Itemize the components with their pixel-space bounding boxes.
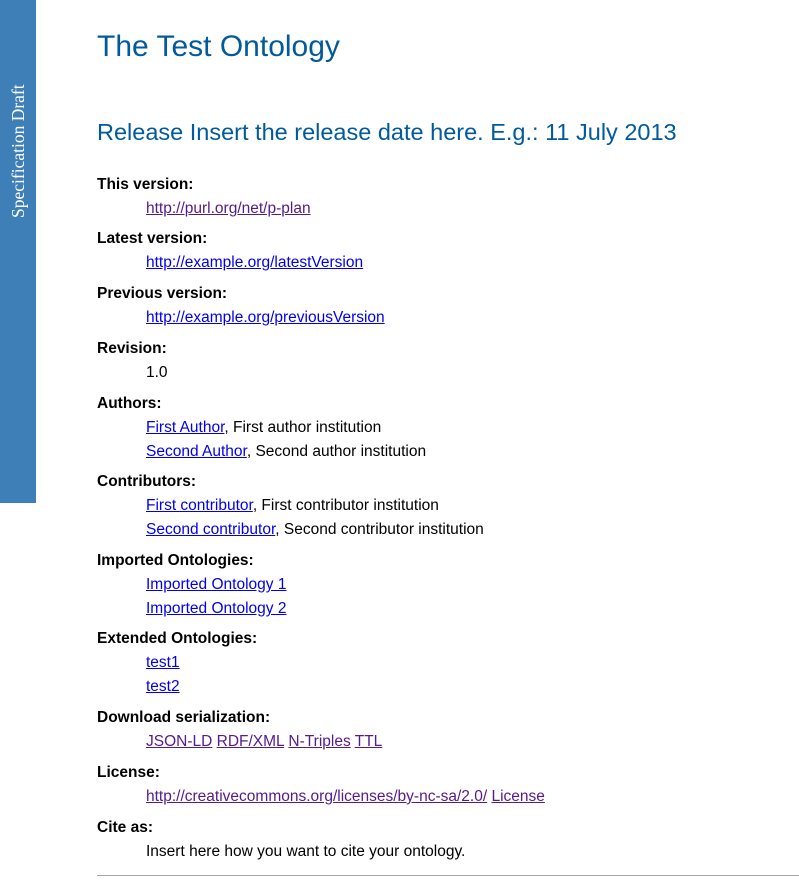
license-value (146, 787, 545, 807)
release-heading: Release Insert the release date here. E.g.: 11 July 2013 (97, 119, 677, 145)
this-version-value (146, 199, 311, 219)
imported-ontology-link[interactable]: Imported Ontology 1 (146, 576, 287, 593)
download-jsonld-link[interactable]: JSON-LD (146, 733, 213, 750)
license-link[interactable]: License (491, 788, 545, 805)
this-version-label: This version: (97, 176, 194, 193)
previous-version-label: Previous version: (97, 285, 228, 302)
authors-label: Authors: (97, 395, 162, 412)
license-label: License: (97, 764, 160, 781)
this-version-link[interactable]: http://purl.org/net/p-plan (146, 200, 311, 217)
imported-ontologies-label: Imported Ontologies: (97, 552, 254, 569)
extended-ontology-item (146, 677, 180, 697)
author-institution: , Second author institution (246, 443, 427, 460)
cite-as-text: Insert here how you want to cite your ontology. (146, 843, 466, 860)
latest-version-value (146, 253, 363, 273)
extended-ontology-item (146, 653, 180, 673)
contributor-link[interactable]: Second contributor (146, 521, 276, 538)
latest-version-link[interactable]: http://example.org/latestVersion (146, 254, 364, 271)
page-title: The Test Ontology (97, 30, 340, 63)
author-item (146, 418, 381, 438)
extended-ontology-link[interactable]: test2 (146, 678, 180, 695)
imported-ontology-item (146, 599, 286, 619)
extended-ontology-link[interactable]: test1 (146, 654, 180, 671)
download-serialization-label: Download serialization: (97, 709, 271, 726)
contributor-institution: , Second contributor institution (275, 521, 484, 538)
contributors-label: Contributors: (97, 473, 197, 490)
download-ntriples-link[interactable]: N-Triples (288, 733, 351, 750)
author-link[interactable]: Second Author (146, 443, 247, 460)
previous-version-link[interactable]: http://example.org/previousVersion (146, 309, 385, 326)
author-item (146, 442, 426, 462)
previous-version-value (146, 308, 385, 328)
spec-draft-label: Specification Draft (8, 84, 28, 218)
section-divider (97, 875, 799, 876)
revision-value: 1.0 (146, 364, 168, 381)
author-link[interactable]: First Author (146, 419, 225, 436)
download-formats (146, 732, 382, 752)
author-institution: , First author institution (224, 419, 382, 436)
latest-version-label: Latest version: (97, 230, 208, 247)
cite-as-label: Cite as: (97, 819, 153, 836)
contributor-item (146, 520, 484, 540)
spec-draft-sidebar (0, 0, 36, 503)
extended-ontologies-label: Extended Ontologies: (97, 630, 258, 647)
imported-ontology-item (146, 575, 286, 595)
contributor-link[interactable]: First contributor (146, 497, 253, 514)
contributor-item (146, 496, 439, 516)
revision-label: Revision: (97, 340, 167, 357)
license-url-link[interactable]: http://creativecommons.org/licenses/by-nc-sa/2.0/ (146, 788, 488, 805)
contributor-institution: , First contributor institution (252, 497, 439, 514)
imported-ontology-link[interactable]: Imported Ontology 2 (146, 600, 287, 617)
download-ttl-link[interactable]: TTL (354, 733, 383, 750)
download-rdfxml-link[interactable]: RDF/XML (216, 733, 285, 750)
